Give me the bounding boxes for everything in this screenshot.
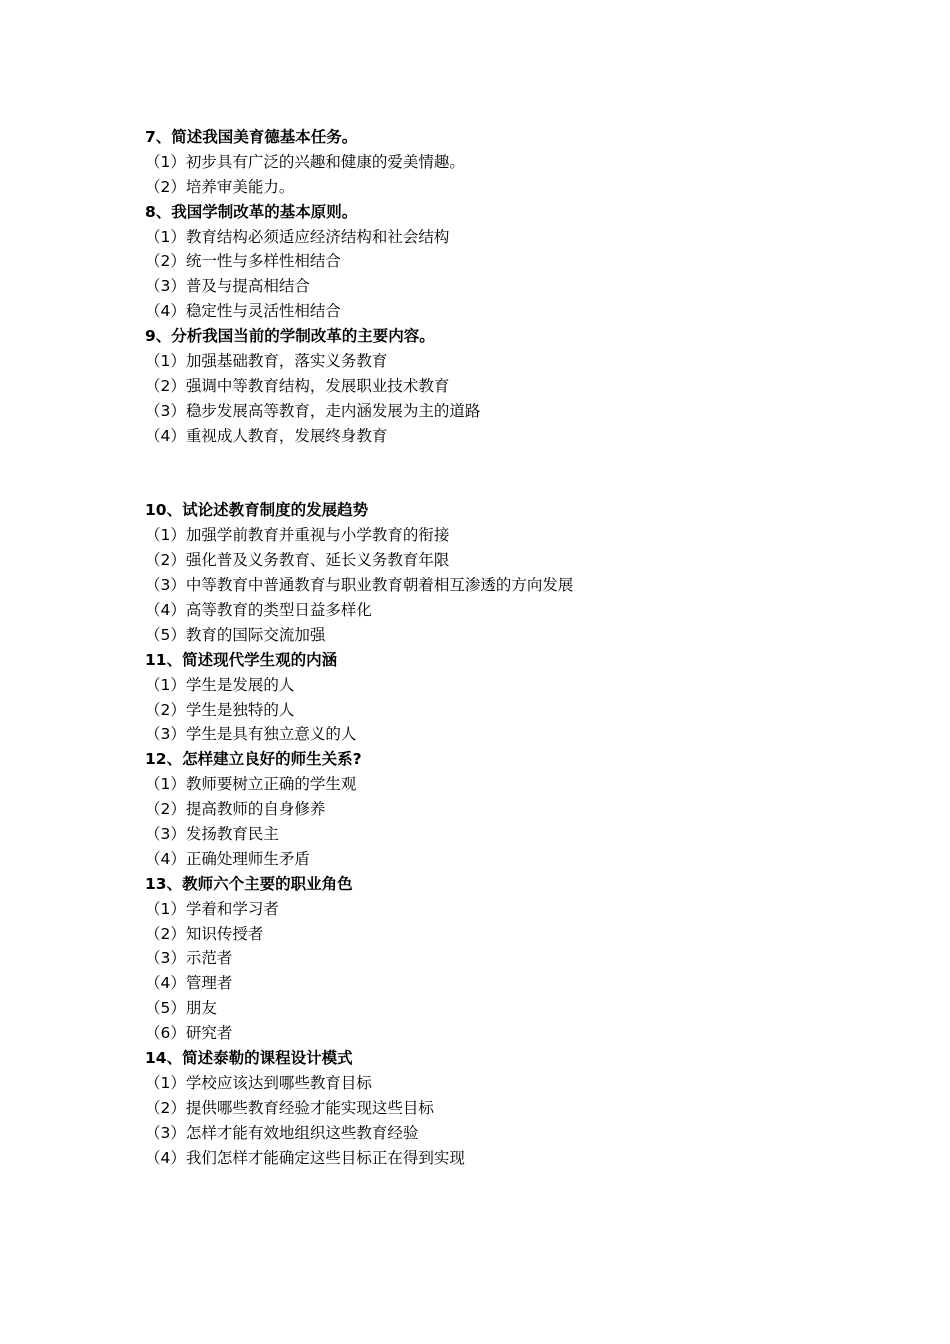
question-heading: 7、简述我国美育德基本任务。 [145,128,358,146]
answer-item: （4）高等教育的类型日益多样化 [145,600,372,619]
answer-item: （1）加强学前教育并重视与小学教育的衔接 [145,526,450,545]
question-heading: 8、我国学制改革的基本原则。 [145,202,358,221]
question-heading: 12、怎样建立良好的师生关系? [145,750,362,769]
answer-item: （2）培养审美能力。 [145,177,295,196]
answer-item: （1）教师要树立正确的学生观 [145,775,357,794]
answer-item: （3）普及与提高相结合 [145,277,310,296]
answer-item: （3）稳步发展高等教育，走内涵发展为主的道路 [145,401,481,420]
answer-item: （6）研究者 [145,1024,233,1043]
answer-item: （1）学生是发展的人 [145,675,295,694]
answer-item: （1）初步具有广泛的兴趣和健康的爱美情趣。 [145,152,465,171]
answer-item: （2）学生是独特的人 [145,700,295,719]
question-heading: 10、试论述教育制度的发展趋势 [145,501,369,520]
answer-item: （3）示范者 [145,949,233,968]
answer-item: （1）教育结构必须适应经济结构和社会结构 [145,227,450,246]
answer-item: （1）学着和学习者 [145,899,279,918]
answer-item: （4）正确处理师生矛盾 [145,849,310,868]
answer-item: （5）教育的国际交流加强 [145,625,326,644]
answer-item: （3）学生是具有独立意义的人 [145,725,357,744]
question-heading: 9、分析我国当前的学制改革的主要内容。 [145,327,435,346]
blank-gap [145,449,865,499]
answer-item: （2）提高教师的自身修养 [145,800,326,819]
answer-item: （2）知识传授者 [145,924,264,943]
answer-item: （1）学校应该达到哪些教育目标 [145,1073,372,1092]
answer-item: （2）强化普及义务教育、延长义务教育年限 [145,551,450,570]
answer-item: （1）加强基础教育，落实义务教育 [145,352,388,371]
document-page [145,125,865,1170]
answer-item: （2）强调中等教育结构，发展职业技术教育 [145,376,450,395]
question-heading: 14、简述泰勒的课程设计模式 [145,1048,353,1067]
question-heading: 11、简述现代学生观的内涵 [145,650,338,669]
answer-item: （3）怎样才能有效地组织这些教育经验 [145,1123,419,1142]
question-heading: 13、教师六个主要的职业角色 [145,874,353,893]
answer-item: （4）我们怎样才能确定这些目标正在得到实现 [145,1148,465,1167]
answer-item: （2）统一性与多样性相结合 [145,252,341,271]
answer-item: （4）重视成人教育，发展终身教育 [145,426,388,445]
answer-item: （3）中等教育中普通教育与职业教育朝着相互渗透的方向发展 [145,576,574,595]
answer-item: （3）发扬教育民主 [145,824,279,843]
answer-item: （5）朋友 [145,999,217,1018]
answer-item: （4）管理者 [145,974,233,993]
answer-item: （4）稳定性与灵活性相结合 [145,302,341,321]
answer-item: （2）提供哪些教育经验才能实现这些目标 [145,1098,434,1117]
